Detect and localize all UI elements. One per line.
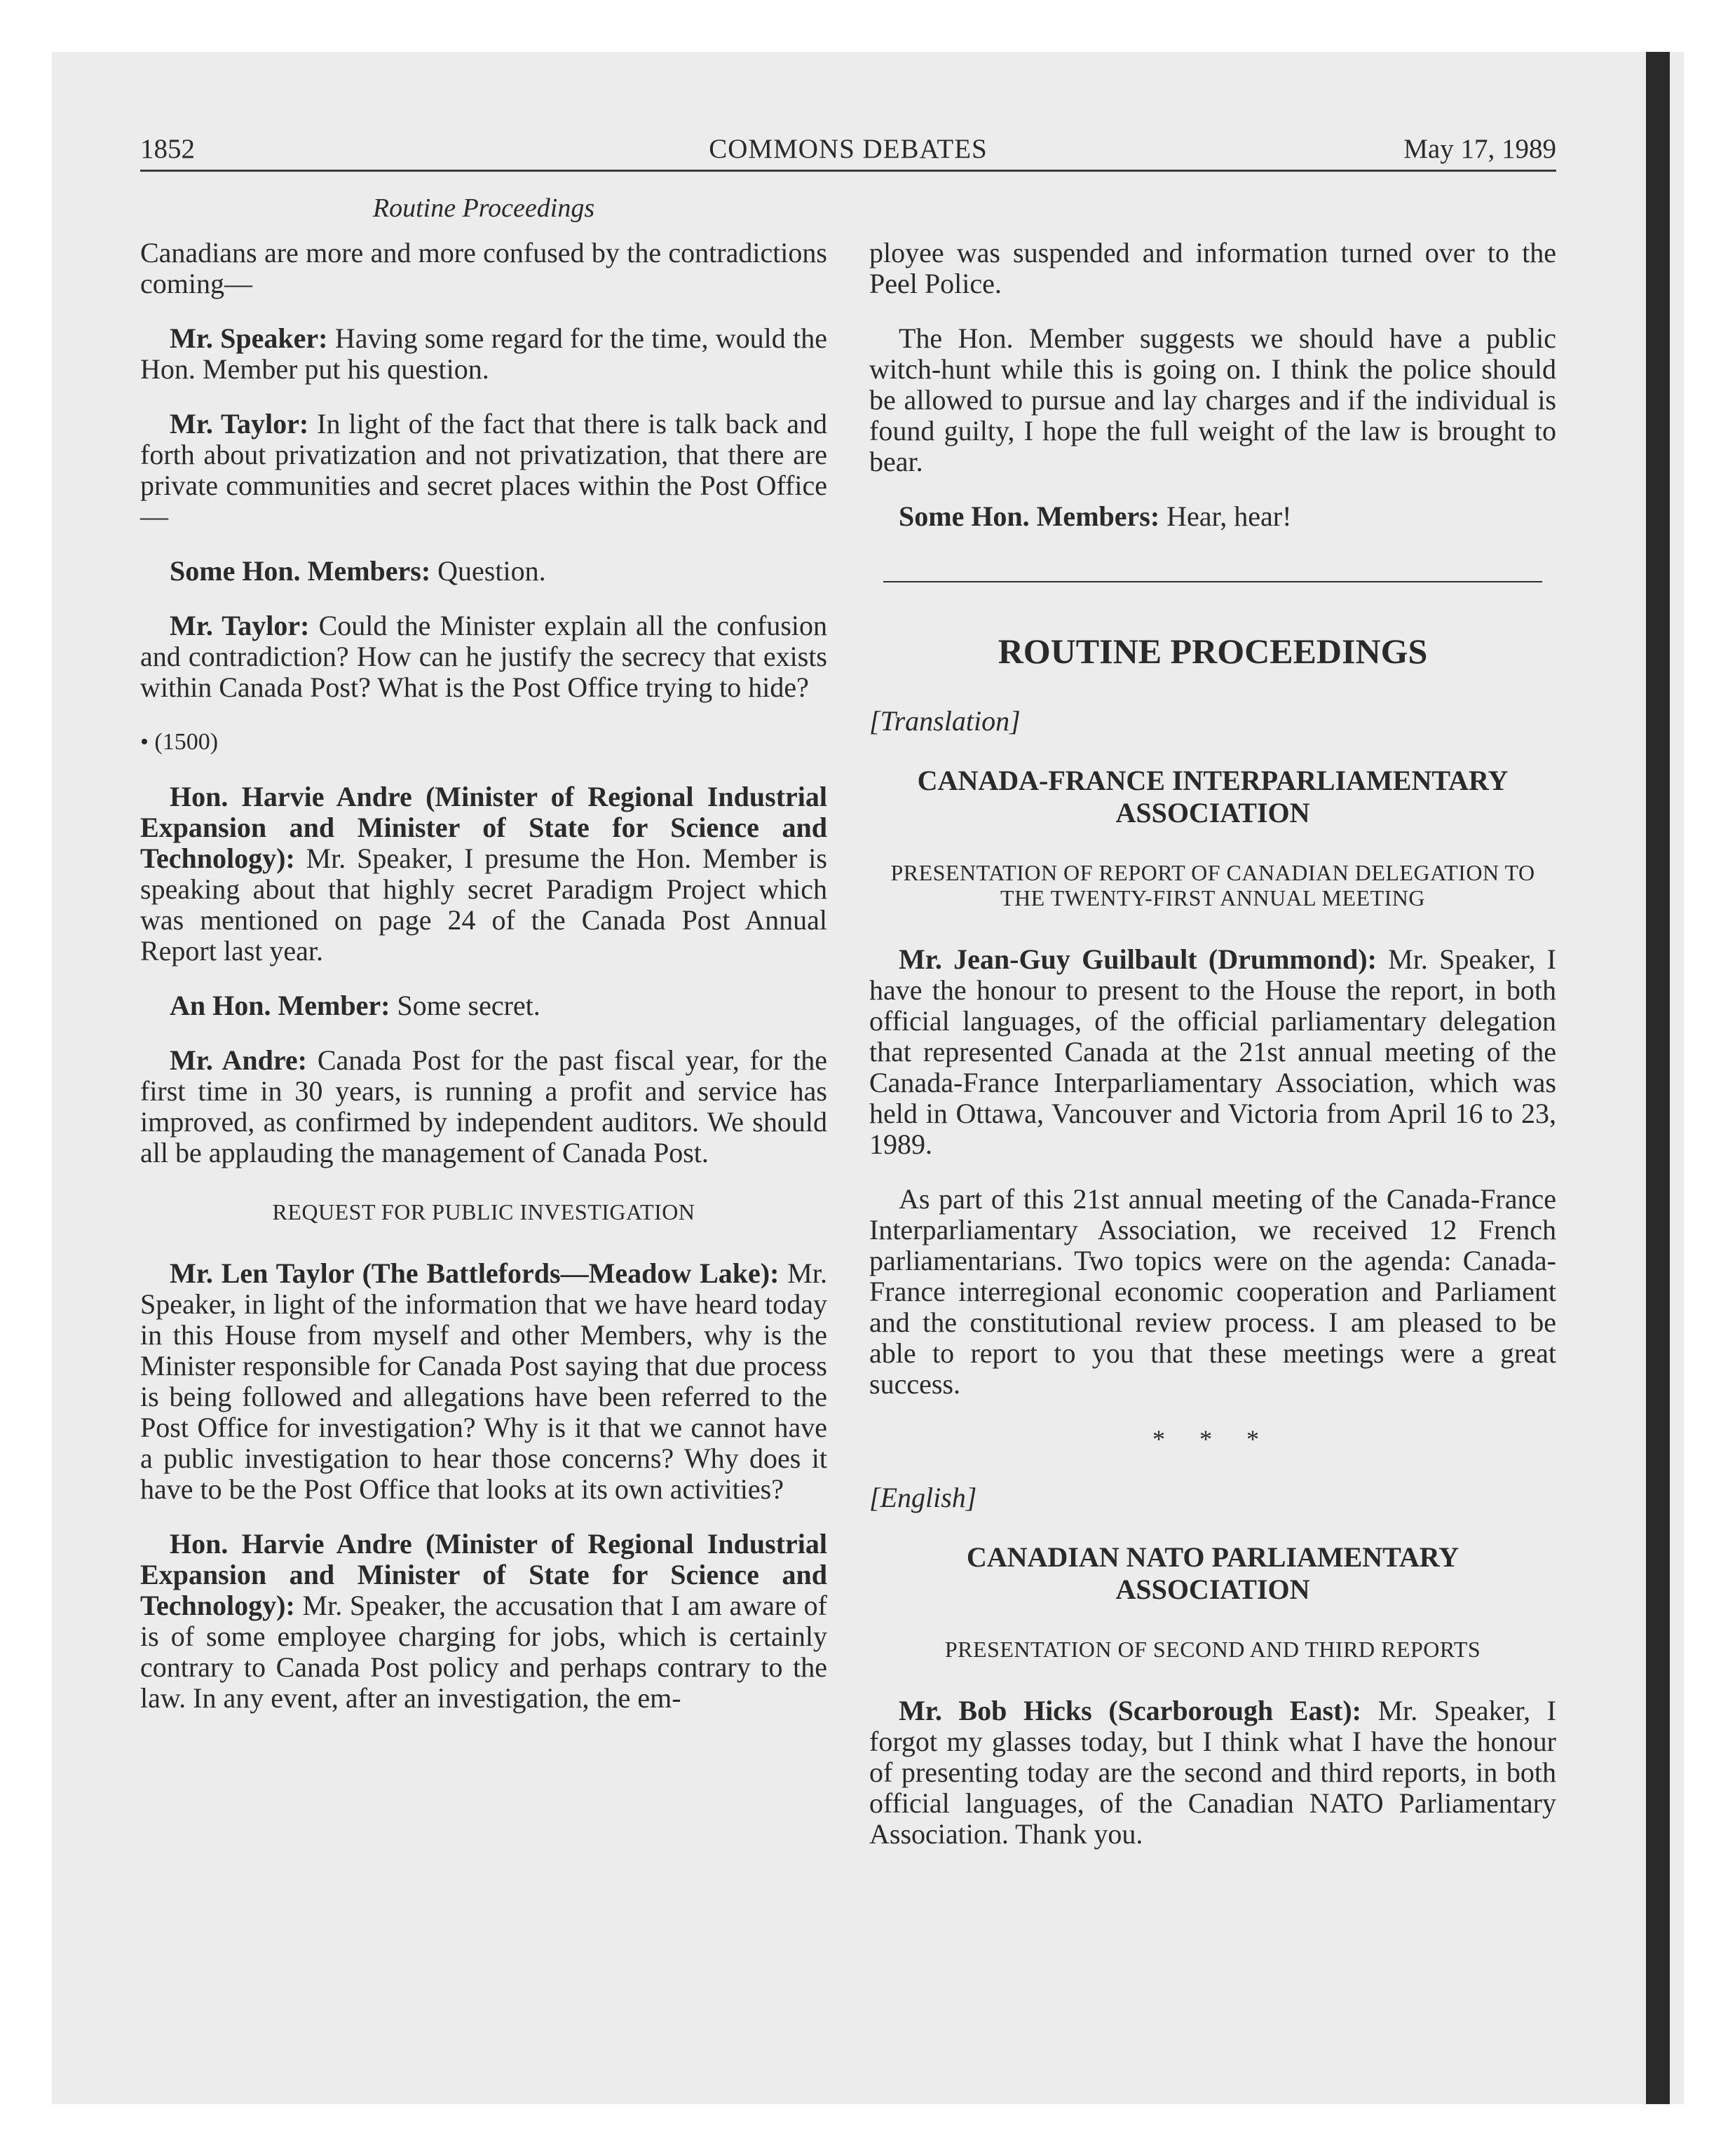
speaker-name: Mr. Jean-Guy Guilbault (Drummond):	[899, 943, 1377, 975]
page-content	[140, 133, 1556, 2082]
paragraph-text: Hear, hear!	[1159, 500, 1292, 532]
paragraph-text: Mr. Speaker, the accusation that I am aware of is of some employee charging for jobs, which is certainly contrary to Canada Post policy and perhaps contrary to the law. In any event, after an investigation, the em-	[140, 1590, 827, 1714]
subsection-heading: PRESENTATION OF REPORT OF CANADIAN DELEGATION TO THE TWENTY-FIRST ANNUAL MEETING	[890, 860, 1535, 910]
paragraph-text: In light of the fact that there is talk back and forth about privatization and not privatization, that there are private communities and secret places within the Post Office—	[140, 408, 827, 532]
left-column	[140, 238, 827, 1738]
paragraph-text: Having some regard for the time, would the Hon. Member put his question.	[140, 322, 827, 385]
page-number: 1852	[140, 134, 195, 164]
paragraph	[140, 556, 827, 587]
speaker-name: Mr. Speaker:	[170, 322, 328, 354]
language-marker: [English]	[869, 1482, 977, 1513]
time-marker: • (1500)	[140, 729, 219, 755]
separator-asterisks: * * *	[1152, 1425, 1273, 1453]
speaker-name: Hon. Harvie Andre (Minister of Regional Industrial Expansion and Minister of State for Science and Technology):	[140, 1528, 827, 1621]
paragraph	[869, 323, 1556, 477]
main-section-heading: ROUTINE PROCEEDINGS	[998, 632, 1428, 671]
paragraph-text: Mr. Speaker, I presume the Hon. Member is speaking about that highly secret Paradigm Project which was mentioned on page 24 of the Canada Post Annual Report last year.	[140, 842, 827, 967]
speaker-name: Some Hon. Members:	[899, 500, 1160, 532]
paragraph	[140, 990, 827, 1021]
association-heading: CANADA-FRANCE INTERPARLIAMENTARY ASSOCIATION	[917, 765, 1509, 828]
section-title: REQUEST FOR PUBLIC INVESTIGATION	[272, 1199, 695, 1224]
journal-title: COMMONS DEBATES	[709, 134, 988, 164]
paragraph	[140, 610, 827, 703]
paragraph	[869, 1696, 1556, 1850]
paragraph	[869, 501, 1556, 532]
paragraph-text: Canadians are more and more confused by the contradictions coming—	[140, 237, 827, 299]
paragraph	[869, 944, 1556, 1160]
section-divider-rule	[883, 581, 1542, 582]
speaker-name: An Hon. Member:	[170, 990, 390, 1021]
subsection-heading: PRESENTATION OF SECOND AND THIRD REPORTS	[944, 1637, 1481, 1662]
paragraph-text: Canada Post for the past fiscal year, for the first time in 30 years, is running a profit and service has improved, as confirmed by independent auditors. We should all be applauding the management of Canada Post.	[140, 1044, 827, 1168]
association-heading: CANADIAN NATO PARLIAMENTARY ASSOCIATION	[966, 1541, 1460, 1605]
speaker-name: Mr. Bob Hicks (Scarborough East):	[899, 1695, 1361, 1726]
paragraph	[140, 1258, 827, 1505]
paragraph	[140, 238, 827, 299]
speaker-name: Hon. Harvie Andre (Minister of Regional Industrial Expansion and Minister of State for Science and Technology):	[140, 781, 827, 874]
paragraph	[869, 238, 1556, 299]
paragraph	[140, 1529, 827, 1714]
issue-date: May 17, 1989	[1403, 134, 1556, 164]
paragraph	[869, 1184, 1556, 1400]
scan-edge-shadow	[1646, 52, 1670, 2104]
language-marker: [Translation]	[869, 705, 1021, 737]
paragraph-text: Question.	[430, 555, 546, 587]
paragraph-text: Some secret.	[390, 990, 540, 1021]
section-subheading: Routine Proceedings	[372, 193, 595, 223]
speaker-name: Mr. Taylor:	[170, 408, 309, 439]
paragraph-text: ployee was suspended and information turned over to the Peel Police.	[869, 237, 1556, 299]
speaker-name: Mr. Andre:	[170, 1044, 307, 1076]
paragraph	[140, 409, 827, 532]
running-header	[140, 133, 1556, 172]
paragraph	[140, 782, 827, 967]
paragraph-text: Mr. Speaker, in light of the information that we have heard today in this House from myself and other Members, why is the Minister responsible for Canada Post saying that due process is being followed and allegations have been referred to the Post Office for investigation? Why is it that we cannot have a public investigation to hear those concerns? Why does it have to be the Post Office that looks at its own activities?	[140, 1257, 827, 1505]
speaker-name: Mr. Taylor:	[170, 610, 310, 641]
paragraph-text: Mr. Speaker, I forgot my glasses today, but I think what I have the honour of presenting today are the second and third reports, in both official languages, of the Canadian NATO Parliamentary Association. Thank you.	[869, 1695, 1556, 1850]
speaker-name: Some Hon. Members:	[170, 555, 431, 587]
speaker-name: Mr. Len Taylor (The Battlefords—Meadow Lake):	[170, 1257, 780, 1289]
paragraph-text: As part of this 21st annual meeting of the Canada-France Interparliamentary Association, we received 12 French parliamentarians. Two topics were on the agenda: Canada-France interregional economic cooperation and Parliament and the constitutional review process. I am pleased to be able to report to you that these meetings were a great success.	[869, 1183, 1556, 1400]
paragraph-text: The Hon. Member suggests we should have a public witch-hunt while this is going on. I think the police should be allowed to pursue and lay charges and if the individual is found guilty, I hope the full weight of the law is brought to bear.	[869, 322, 1556, 477]
paragraph-text: Mr. Speaker, I have the honour to present to the House the report, in both official languages, of the official parliamentary delegation that represented Canada at the 21st annual meeting of the Canada-France Interparliamentary Association, which was held in Ottawa, Vancouver and Victoria from April 16 to 23, 1989.	[869, 943, 1556, 1160]
paragraph	[140, 1045, 827, 1168]
paragraph-text: Could the Minister explain all the confusion and contradiction? How can he justify the secrecy that exists within Canada Post? What is the Post Office trying to hide?	[140, 610, 827, 703]
right-column	[869, 238, 1556, 1874]
paragraph	[140, 323, 827, 385]
